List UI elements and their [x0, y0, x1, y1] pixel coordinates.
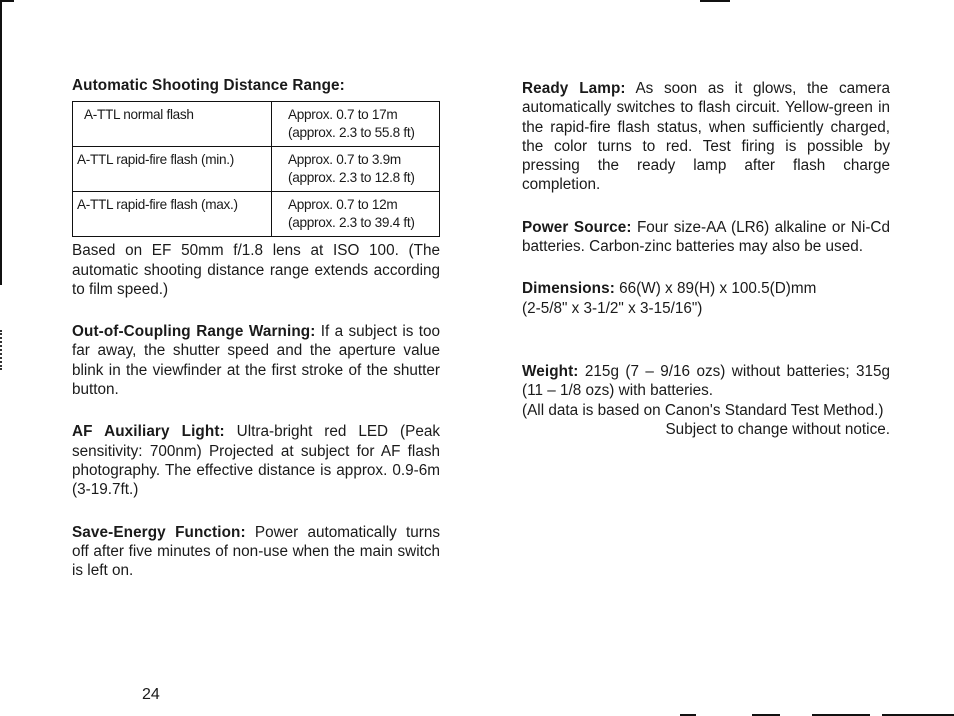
- range-imperial: (approx. 2.3 to 39.4 ft): [288, 215, 415, 231]
- out-of-coupling-heading: Out-of-Coupling Range Warning:: [72, 323, 316, 341]
- distance-range-table: [72, 101, 440, 237]
- range-imperial: (approx. 2.3 to 55.8 ft): [288, 125, 415, 141]
- af-auxiliary-body: Ultra-bright red LED (Peak sensitivity: 700nm) Projected at subject for AF flash photography. The effective distance is approx. 0.9-6m (3-19.7ft.): [72, 423, 441, 499]
- weight-heading: Weight:: [522, 362, 579, 380]
- dimensions-line1: 66(W) x 89(H) x 100.5(D)mm: [619, 280, 817, 298]
- table-cell-range: [272, 147, 440, 192]
- table-cell-mode: A-TTL rapid-fire flash (max.): [73, 192, 272, 237]
- table-cell-mode: A-TTL normal flash: [73, 102, 272, 147]
- power-source-body: Four size-AA (LR6) alkaline or Ni-Cd batteries. Carbon-zinc batteries may also be used.: [522, 218, 890, 256]
- range-metric: Approx. 0.7 to 12m: [288, 197, 398, 213]
- save-energy-heading: Save-Energy Function:: [72, 523, 246, 541]
- weight-body: 215g (7 – 9/16 ozs) without batteries; 315g (11 – 1/8 ozs) with batteries.: [522, 362, 891, 400]
- af-auxiliary-heading: AF Auxiliary Light:: [72, 423, 225, 441]
- scan-mark-side: [0, 330, 5, 370]
- table-row: [73, 192, 440, 237]
- range-imperial: (approx. 2.3 to 12.8 ft): [288, 170, 415, 186]
- distance-range-note: Based on EF 50mm f/1.8 lens at ISO 100. (The automatic shooting distance range extends according to film speed.): [72, 242, 440, 298]
- left-column: [72, 76, 440, 580]
- power-source-heading: Power Source:: [522, 218, 632, 236]
- scan-mark-top: [700, 0, 730, 2]
- out-of-coupling-body: If a subject is too far away, the shutter speed and the aperture value blink in the viewfinder at the first stroke of the shutter button.: [72, 323, 440, 399]
- dimensions-line2: (2-5/8" x 3-1/2" x 3-15/16"): [522, 299, 703, 317]
- change-notice: Subject to change without notice.: [665, 420, 890, 438]
- save-energy-section: [72, 523, 440, 581]
- weight-section: [522, 362, 890, 401]
- table-row: [73, 147, 440, 192]
- data-basis-note: (All data is based on Canon's Standard Test Method.): [522, 401, 884, 419]
- right-column: [522, 79, 890, 439]
- table-cell-range: [272, 192, 440, 237]
- range-metric: Approx. 0.7 to 3.9m: [288, 152, 401, 168]
- power-source-section: [522, 218, 890, 257]
- range-metric: Approx. 0.7 to 17m: [288, 107, 398, 123]
- page-number: 24: [142, 686, 160, 703]
- out-of-coupling-section: [72, 322, 440, 399]
- page-edge-left: [0, 0, 2, 285]
- save-energy-body: Power automatically turns off after five minutes of non-use when the main switch is left on.: [72, 523, 440, 580]
- table-cell-mode: A-TTL rapid-fire flash (min.): [73, 147, 272, 192]
- table-row: [73, 102, 440, 147]
- page-edge-top: [0, 0, 14, 2]
- table-cell-range: [272, 102, 440, 147]
- distance-range-heading: Automatic Shooting Distance Range:: [72, 77, 345, 94]
- ready-lamp-heading: Ready Lamp:: [522, 80, 626, 97]
- dimensions-section: [522, 279, 890, 318]
- dimensions-heading: Dimensions:: [522, 280, 615, 298]
- af-auxiliary-section: [72, 422, 440, 499]
- ready-lamp-body: As soon as it glows, the camera automatically switches to flash circuit. Yellow-green in the rapid-fire flash status, when sufficiently charged, the color turns to red. Test firing is possible by pressing the ready lamp after flash charge completion.: [522, 80, 890, 194]
- ready-lamp-section: [522, 79, 890, 195]
